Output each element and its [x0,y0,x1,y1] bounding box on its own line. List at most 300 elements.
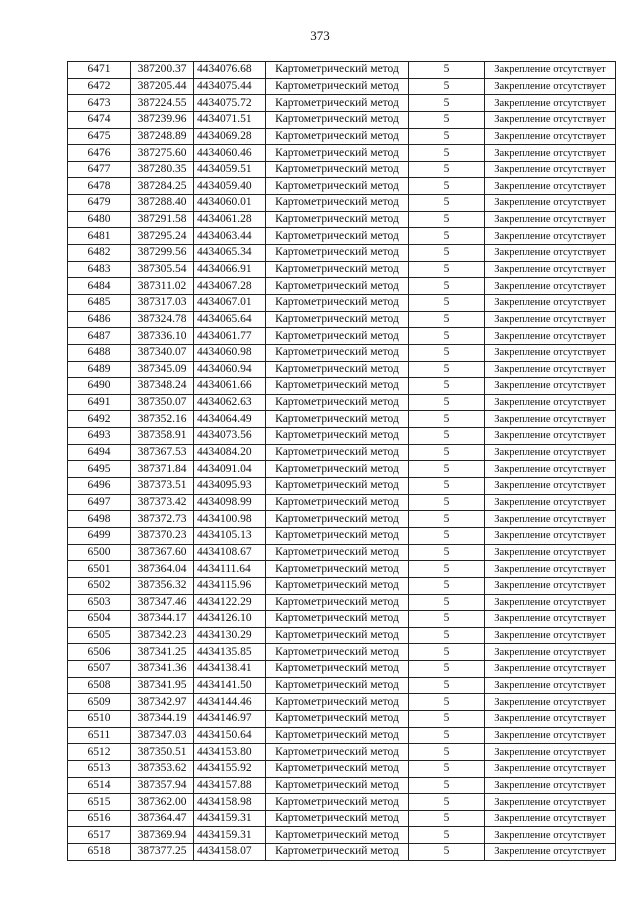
point-number-cell: 6508 [68,677,131,694]
x-coordinate-cell: 387353.62 [131,760,194,777]
table-row [68,394,616,411]
point-number-cell: 6514 [68,777,131,794]
point-number-cell: 6480 [68,211,131,228]
fixing-description-cell: Закрепление отсутствует [485,710,616,727]
x-coordinate-cell: 387324.78 [131,311,194,328]
fixing-description-cell: Закрепление отсутствует [485,594,616,611]
table-row [68,311,616,328]
y-coordinate-cell: 4434067.01 [194,294,266,311]
table-row [68,494,616,511]
table-row [68,577,616,594]
y-coordinate-cell: 4434150.64 [194,727,266,744]
y-coordinate-cell: 4434075.44 [194,78,266,95]
method-cell: Картометрический метод [266,344,409,361]
fixing-description-cell: Закрепление отсутствует [485,111,616,128]
x-coordinate-cell: 387350.07 [131,394,194,411]
point-number-cell: 6486 [68,311,131,328]
x-coordinate-cell: 387358.91 [131,428,194,445]
method-cell: Картометрический метод [266,810,409,827]
point-number-cell: 6483 [68,261,131,278]
accuracy-cell: 5 [409,195,485,212]
method-cell: Картометрический метод [266,561,409,578]
table-row [68,128,616,145]
method-cell: Картометрический метод [266,511,409,528]
y-coordinate-cell: 4434153.80 [194,744,266,761]
accuracy-cell: 5 [409,95,485,112]
method-cell: Картометрический метод [266,294,409,311]
accuracy-cell: 5 [409,661,485,678]
method-cell: Картометрический метод [266,328,409,345]
table-row [68,95,616,112]
x-coordinate-cell: 387364.04 [131,561,194,578]
method-cell: Картометрический метод [266,95,409,112]
point-number-cell: 6503 [68,594,131,611]
point-number-cell: 6473 [68,95,131,112]
point-number-cell: 6506 [68,644,131,661]
y-coordinate-cell: 4434159.31 [194,810,266,827]
table-row [68,844,616,861]
accuracy-cell: 5 [409,111,485,128]
point-number-cell: 6487 [68,328,131,345]
y-coordinate-cell: 4434069.28 [194,128,266,145]
x-coordinate-cell: 387371.84 [131,461,194,478]
point-number-cell: 6474 [68,111,131,128]
method-cell: Картометрический метод [266,727,409,744]
y-coordinate-cell: 4434091.04 [194,461,266,478]
accuracy-cell: 5 [409,378,485,395]
fixing-description-cell: Закрепление отсутствует [485,78,616,95]
accuracy-cell: 5 [409,611,485,628]
accuracy-cell: 5 [409,145,485,162]
fixing-description-cell: Закрепление отсутствует [485,311,616,328]
accuracy-cell: 5 [409,294,485,311]
accuracy-cell: 5 [409,760,485,777]
method-cell: Картометрический метод [266,394,409,411]
x-coordinate-cell: 387367.53 [131,444,194,461]
fixing-description-cell: Закрепление отсутствует [485,228,616,245]
accuracy-cell: 5 [409,394,485,411]
fixing-description-cell: Закрепление отсутствует [485,378,616,395]
x-coordinate-cell: 387362.00 [131,794,194,811]
table-row [68,62,616,79]
fixing-description-cell: Закрепление отсутствует [485,245,616,262]
accuracy-cell: 5 [409,710,485,727]
point-number-cell: 6497 [68,494,131,511]
accuracy-cell: 5 [409,527,485,544]
point-number-cell: 6490 [68,378,131,395]
x-coordinate-cell: 387342.97 [131,694,194,711]
table-row [68,328,616,345]
x-coordinate-cell: 387299.56 [131,245,194,262]
x-coordinate-cell: 387336.10 [131,328,194,345]
x-coordinate-cell: 387369.94 [131,827,194,844]
method-cell: Картометрический метод [266,378,409,395]
fixing-description-cell: Закрепление отсутствует [485,527,616,544]
table-row [68,228,616,245]
x-coordinate-cell: 387341.36 [131,661,194,678]
fixing-description-cell: Закрепление отсутствует [485,62,616,79]
x-coordinate-cell: 387373.51 [131,478,194,495]
method-cell: Картометрический метод [266,544,409,561]
x-coordinate-cell: 387357.94 [131,777,194,794]
point-number-cell: 6471 [68,62,131,79]
fixing-description-cell: Закрепление отсутствует [485,128,616,145]
fixing-description-cell: Закрепление отсутствует [485,810,616,827]
y-coordinate-cell: 4434061.77 [194,328,266,345]
method-cell: Картометрический метод [266,844,409,861]
y-coordinate-cell: 4434138.41 [194,661,266,678]
point-number-cell: 6498 [68,511,131,528]
method-cell: Картометрический метод [266,161,409,178]
y-coordinate-cell: 4434135.85 [194,644,266,661]
accuracy-cell: 5 [409,744,485,761]
x-coordinate-cell: 387317.03 [131,294,194,311]
y-coordinate-cell: 4434075.72 [194,95,266,112]
table-row [68,827,616,844]
y-coordinate-cell: 4434111.64 [194,561,266,578]
fixing-description-cell: Закрепление отсутствует [485,478,616,495]
accuracy-cell: 5 [409,827,485,844]
method-cell: Картометрический метод [266,361,409,378]
accuracy-cell: 5 [409,561,485,578]
accuracy-cell: 5 [409,311,485,328]
fixing-description-cell: Закрепление отсутствует [485,494,616,511]
method-cell: Картометрический метод [266,627,409,644]
fixing-description-cell: Закрепление отсутствует [485,644,616,661]
x-coordinate-cell: 387373.42 [131,494,194,511]
method-cell: Картометрический метод [266,78,409,95]
table-row [68,694,616,711]
fixing-description-cell: Закрепление отсутствует [485,794,616,811]
fixing-description-cell: Закрепление отсутствует [485,844,616,861]
table-row [68,744,616,761]
fixing-description-cell: Закрепление отсутствует [485,161,616,178]
y-coordinate-cell: 4434115.96 [194,577,266,594]
table-row [68,378,616,395]
accuracy-cell: 5 [409,344,485,361]
table-row [68,361,616,378]
x-coordinate-cell: 387224.55 [131,95,194,112]
x-coordinate-cell: 387284.25 [131,178,194,195]
x-coordinate-cell: 387275.60 [131,145,194,162]
table-row [68,245,616,262]
point-number-cell: 6493 [68,428,131,445]
y-coordinate-cell: 4434108.67 [194,544,266,561]
fixing-description-cell: Закрепление отсутствует [485,777,616,794]
point-number-cell: 6505 [68,627,131,644]
point-number-cell: 6476 [68,145,131,162]
point-number-cell: 6512 [68,744,131,761]
fixing-description-cell: Закрепление отсутствует [485,827,616,844]
x-coordinate-cell: 387345.09 [131,361,194,378]
method-cell: Картометрический метод [266,311,409,328]
accuracy-cell: 5 [409,511,485,528]
fixing-description-cell: Закрепление отсутствует [485,211,616,228]
y-coordinate-cell: 4434067.28 [194,278,266,295]
point-number-cell: 6518 [68,844,131,861]
coordinates-table [67,61,616,861]
x-coordinate-cell: 387344.19 [131,710,194,727]
y-coordinate-cell: 4434122.29 [194,594,266,611]
accuracy-cell: 5 [409,428,485,445]
table-row [68,261,616,278]
table-row [68,760,616,777]
fixing-description-cell: Закрепление отсутствует [485,511,616,528]
fixing-description-cell: Закрепление отсутствует [485,195,616,212]
accuracy-cell: 5 [409,245,485,262]
y-coordinate-cell: 4434158.07 [194,844,266,861]
accuracy-cell: 5 [409,128,485,145]
accuracy-cell: 5 [409,228,485,245]
x-coordinate-cell: 387311.02 [131,278,194,295]
accuracy-cell: 5 [409,777,485,794]
fixing-description-cell: Закрепление отсутствует [485,544,616,561]
table-row [68,527,616,544]
accuracy-cell: 5 [409,461,485,478]
x-coordinate-cell: 387367.60 [131,544,194,561]
point-number-cell: 6515 [68,794,131,811]
x-coordinate-cell: 387341.95 [131,677,194,694]
y-coordinate-cell: 4434061.66 [194,378,266,395]
accuracy-cell: 5 [409,577,485,594]
x-coordinate-cell: 387205.44 [131,78,194,95]
method-cell: Картометрический метод [266,661,409,678]
fixing-description-cell: Закрепление отсутствует [485,661,616,678]
method-cell: Картометрический метод [266,677,409,694]
accuracy-cell: 5 [409,794,485,811]
method-cell: Картометрический метод [266,611,409,628]
fixing-description-cell: Закрепление отсутствует [485,428,616,445]
point-number-cell: 6494 [68,444,131,461]
accuracy-cell: 5 [409,810,485,827]
point-number-cell: 6509 [68,694,131,711]
fixing-description-cell: Закрепление отсутствует [485,145,616,162]
table-row [68,810,616,827]
accuracy-cell: 5 [409,328,485,345]
x-coordinate-cell: 387288.40 [131,195,194,212]
y-coordinate-cell: 4434130.29 [194,627,266,644]
accuracy-cell: 5 [409,694,485,711]
method-cell: Картометрический метод [266,62,409,79]
fixing-description-cell: Закрепление отсутствует [485,361,616,378]
method-cell: Картометрический метод [266,261,409,278]
fixing-description-cell: Закрепление отсутствует [485,278,616,295]
point-number-cell: 6502 [68,577,131,594]
accuracy-cell: 5 [409,478,485,495]
x-coordinate-cell: 387305.54 [131,261,194,278]
accuracy-cell: 5 [409,494,485,511]
x-coordinate-cell: 387341.25 [131,644,194,661]
table-row [68,444,616,461]
y-coordinate-cell: 4434063.44 [194,228,266,245]
fixing-description-cell: Закрепление отсутствует [485,677,616,694]
point-number-cell: 6475 [68,128,131,145]
method-cell: Картометрический метод [266,694,409,711]
accuracy-cell: 5 [409,544,485,561]
accuracy-cell: 5 [409,727,485,744]
y-coordinate-cell: 4434141.50 [194,677,266,694]
x-coordinate-cell: 387350.51 [131,744,194,761]
y-coordinate-cell: 4434060.01 [194,195,266,212]
x-coordinate-cell: 387239.96 [131,111,194,128]
accuracy-cell: 5 [409,261,485,278]
method-cell: Картометрический метод [266,744,409,761]
fixing-description-cell: Закрепление отсутствует [485,178,616,195]
table-row [68,594,616,611]
method-cell: Картометрический метод [266,644,409,661]
method-cell: Картометрический метод [266,278,409,295]
fixing-description-cell: Закрепление отсутствует [485,294,616,311]
fixing-description-cell: Закрепление отсутствует [485,727,616,744]
table-row [68,178,616,195]
y-coordinate-cell: 4434126.10 [194,611,266,628]
accuracy-cell: 5 [409,627,485,644]
y-coordinate-cell: 4434155.92 [194,760,266,777]
x-coordinate-cell: 387356.32 [131,577,194,594]
table-body [68,62,616,861]
y-coordinate-cell: 4434105.13 [194,527,266,544]
table-row [68,627,616,644]
x-coordinate-cell: 387342.23 [131,627,194,644]
method-cell: Картометрический метод [266,494,409,511]
x-coordinate-cell: 387280.35 [131,161,194,178]
point-number-cell: 6496 [68,478,131,495]
point-number-cell: 6484 [68,278,131,295]
table-row [68,794,616,811]
x-coordinate-cell: 387377.25 [131,844,194,861]
table-row [68,777,616,794]
table-row [68,344,616,361]
point-number-cell: 6500 [68,544,131,561]
fixing-description-cell: Закрепление отсутствует [485,461,616,478]
x-coordinate-cell: 387347.46 [131,594,194,611]
point-number-cell: 6488 [68,344,131,361]
accuracy-cell: 5 [409,361,485,378]
table-row [68,478,616,495]
table-row [68,161,616,178]
table-row [68,677,616,694]
fixing-description-cell: Закрепление отсутствует [485,328,616,345]
method-cell: Картометрический метод [266,428,409,445]
table-row [68,111,616,128]
y-coordinate-cell: 4434071.51 [194,111,266,128]
point-number-cell: 6472 [68,78,131,95]
point-number-cell: 6507 [68,661,131,678]
table-row [68,411,616,428]
y-coordinate-cell: 4434100.98 [194,511,266,528]
table-row [68,195,616,212]
point-number-cell: 6485 [68,294,131,311]
x-coordinate-cell: 387348.24 [131,378,194,395]
table-row [68,211,616,228]
method-cell: Картометрический метод [266,527,409,544]
y-coordinate-cell: 4434095.93 [194,478,266,495]
y-coordinate-cell: 4434098.99 [194,494,266,511]
fixing-description-cell: Закрепление отсутствует [485,411,616,428]
fixing-description-cell: Закрепление отсутствует [485,95,616,112]
point-number-cell: 6489 [68,361,131,378]
x-coordinate-cell: 387295.24 [131,228,194,245]
x-coordinate-cell: 387347.03 [131,727,194,744]
x-coordinate-cell: 387340.07 [131,344,194,361]
fixing-description-cell: Закрепление отсутствует [485,760,616,777]
accuracy-cell: 5 [409,78,485,95]
method-cell: Картометрический метод [266,228,409,245]
y-coordinate-cell: 4434062.63 [194,394,266,411]
accuracy-cell: 5 [409,594,485,611]
method-cell: Картометрический метод [266,794,409,811]
accuracy-cell: 5 [409,178,485,195]
point-number-cell: 6516 [68,810,131,827]
accuracy-cell: 5 [409,677,485,694]
y-coordinate-cell: 4434061.28 [194,211,266,228]
y-coordinate-cell: 4434059.51 [194,161,266,178]
point-number-cell: 6510 [68,710,131,727]
fixing-description-cell: Закрепление отсутствует [485,611,616,628]
x-coordinate-cell: 387200.37 [131,62,194,79]
method-cell: Картометрический метод [266,245,409,262]
table-row [68,461,616,478]
table-row [68,294,616,311]
table-row [68,644,616,661]
y-coordinate-cell: 4434065.34 [194,245,266,262]
method-cell: Картометрический метод [266,145,409,162]
method-cell: Картометрический метод [266,827,409,844]
fixing-description-cell: Закрепление отсутствует [485,694,616,711]
point-number-cell: 6499 [68,527,131,544]
x-coordinate-cell: 387344.17 [131,611,194,628]
method-cell: Картометрический метод [266,111,409,128]
accuracy-cell: 5 [409,161,485,178]
x-coordinate-cell: 387370.23 [131,527,194,544]
x-coordinate-cell: 387364.47 [131,810,194,827]
page-number: 373 [310,28,330,43]
point-number-cell: 6504 [68,611,131,628]
method-cell: Картометрический метод [266,211,409,228]
point-number-cell: 6501 [68,561,131,578]
x-coordinate-cell: 387291.58 [131,211,194,228]
x-coordinate-cell: 387352.16 [131,411,194,428]
accuracy-cell: 5 [409,411,485,428]
y-coordinate-cell: 4434157.88 [194,777,266,794]
table-row [68,278,616,295]
point-number-cell: 6513 [68,760,131,777]
table-row [68,78,616,95]
y-coordinate-cell: 4434084.20 [194,444,266,461]
point-number-cell: 6479 [68,195,131,212]
y-coordinate-cell: 4434065.64 [194,311,266,328]
point-number-cell: 6517 [68,827,131,844]
method-cell: Картометрический метод [266,195,409,212]
point-number-cell: 6482 [68,245,131,262]
point-number-cell: 6495 [68,461,131,478]
table-row [68,145,616,162]
point-number-cell: 6481 [68,228,131,245]
x-coordinate-cell: 387372.73 [131,511,194,528]
method-cell: Картометрический метод [266,461,409,478]
method-cell: Картометрический метод [266,178,409,195]
fixing-description-cell: Закрепление отсутствует [485,627,616,644]
method-cell: Картометрический метод [266,444,409,461]
accuracy-cell: 5 [409,278,485,295]
y-coordinate-cell: 4434060.94 [194,361,266,378]
fixing-description-cell: Закрепление отсутствует [485,561,616,578]
y-coordinate-cell: 4434064.49 [194,411,266,428]
y-coordinate-cell: 4434146.97 [194,710,266,727]
fixing-description-cell: Закрепление отсутствует [485,444,616,461]
method-cell: Картометрический метод [266,710,409,727]
accuracy-cell: 5 [409,211,485,228]
